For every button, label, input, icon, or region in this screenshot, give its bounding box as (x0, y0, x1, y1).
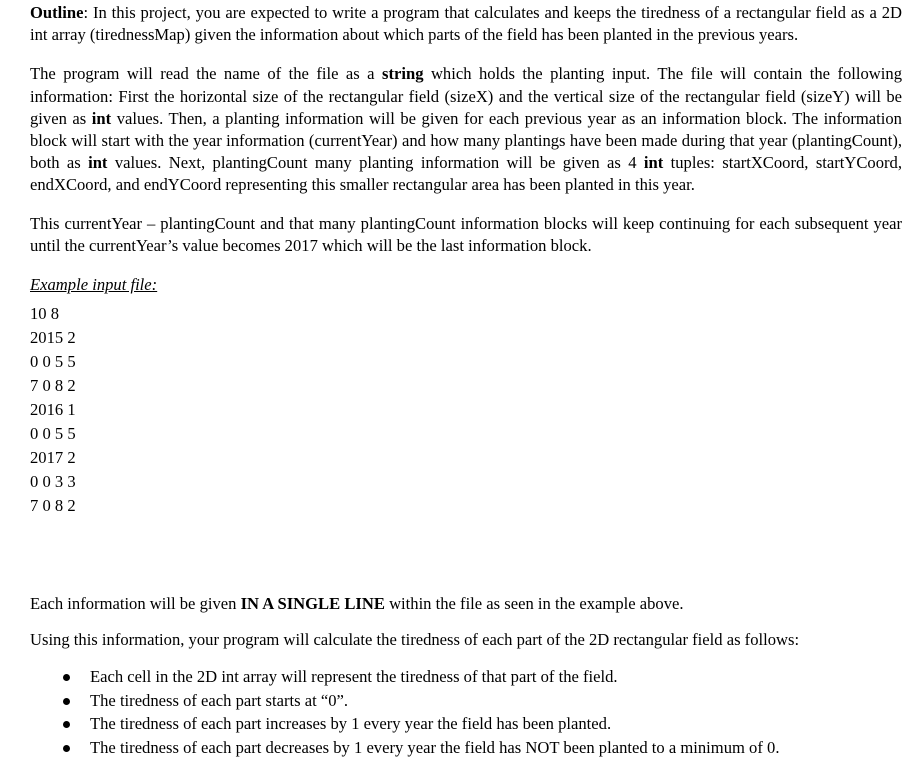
list-item-text: The tiredness of each part increases by 1 every year the field has been planted. (90, 714, 612, 733)
outline-label: Outline (30, 3, 84, 22)
using-paragraph: Using this information, your program will calculate the tiredness of each part of the 2D rectangular field as follows: (30, 630, 800, 649)
example-line: 0 0 3 3 (30, 472, 76, 492)
example-line: 0 0 5 5 (30, 352, 76, 372)
text-run: which holds the planting input. The file will contain the following information: First the horizontal size of the rectangular field (sizeX) and the vertical size of the rectangular field (sizeY) will be given as (30, 64, 902, 128)
document-page (30, 2, 903, 757)
rules-list (30, 665, 779, 759)
example-line: 7 0 8 2 (30, 496, 76, 516)
example-line: 2017 2 (30, 448, 76, 468)
bold-run: int (643, 153, 664, 173)
list-item (30, 712, 779, 736)
bold-run: string (382, 64, 424, 84)
list-item-text: Each cell in the 2D int array will represent the tiredness of that part of the field. (90, 667, 618, 686)
list-item (30, 736, 779, 759)
text-run: values. Then, a planting information will be given for each previous year as an information block. The information block will start with the year information (currentYear) and how many plantings have been made during that year (plantingCount), both as (30, 108, 902, 173)
list-item-text: The tiredness of each part decreases by 1 every year the field has NOT been planted to a minimum of 0. (90, 737, 780, 757)
continuation-paragraph: This currentYear – plantingCount and that many plantingCount information blocks will keep continuing for each subsequent year until the currentYear’s value becomes 2017 which will be the last information block. (30, 213, 902, 255)
example-line: 2015 2 (30, 328, 76, 348)
list-item-text: The tiredness of each part starts at “0”. (90, 690, 349, 710)
bold-run: IN A SINGLE LINE (240, 594, 385, 613)
bold-run: int (88, 153, 108, 173)
example-heading: Example input file: (30, 275, 158, 295)
list-item (30, 665, 779, 689)
example-input-block (30, 302, 902, 518)
outline-text: : In this project, you are expected to write a program that calculates and keeps the tiredness of a rectangular field as a 2D int array (tirednessMap) given the information about which parts of the field has been planted in the previous years. (30, 3, 902, 45)
text-run: values. Next, plantingCount many planting information will be given as 4 (107, 153, 644, 173)
example-line: 2016 1 (30, 400, 76, 420)
example-line: 10 8 (30, 304, 60, 324)
example-line: 7 0 8 2 (30, 376, 76, 396)
text-run: within the file as seen in the example above. (384, 594, 684, 613)
text-run: Each information will be given (30, 594, 241, 613)
bullet-icon (63, 674, 70, 681)
bullet-icon (63, 745, 70, 752)
single-line-paragraph (30, 593, 684, 615)
text-run: The program will read the name of the file as a (30, 64, 382, 84)
bold-run: int (91, 108, 112, 128)
outline-paragraph (30, 2, 902, 46)
example-line: 0 0 5 5 (30, 424, 76, 444)
bullet-icon (63, 721, 70, 728)
bullet-icon (63, 698, 70, 705)
file-format-paragraph (30, 63, 902, 196)
text-run: tuples: startXCoord, startYCoord, endXCoord, and endYCoord representing this smaller rectangular area has been planted in this year. (30, 153, 903, 195)
list-item (30, 689, 779, 713)
